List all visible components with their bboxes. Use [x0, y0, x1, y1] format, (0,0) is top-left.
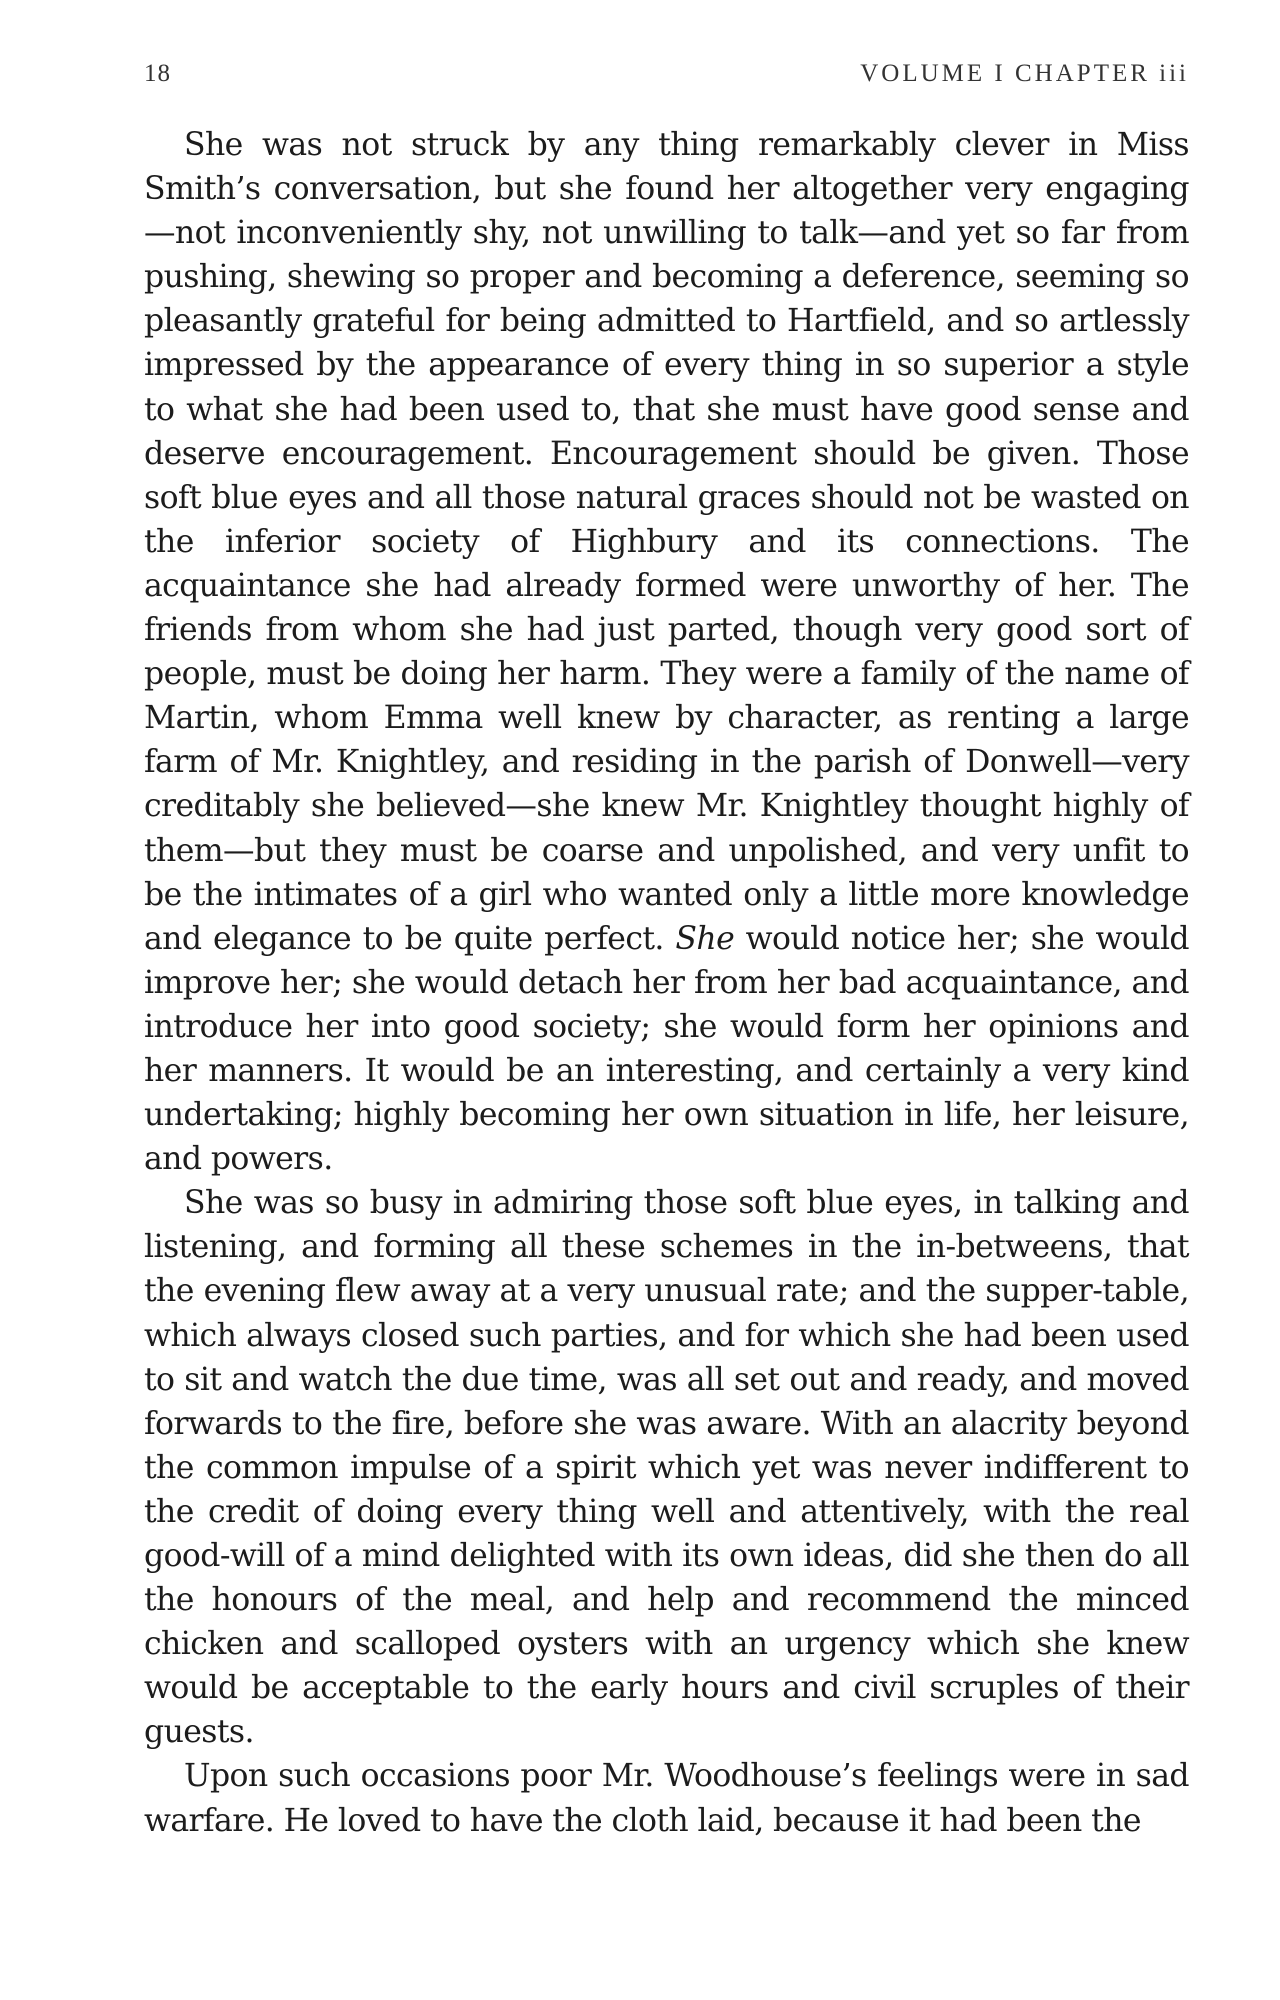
paragraph-3: Upon such occasions poor Mr. Woodhouse’s feelings were in sad warfare. He loved to have the cloth laid, because it had been the [144, 1758, 1189, 1839]
paragraph-1-text-a: She was not struck by any thing remarkably clever in Miss Smith’s conversation, but she found her altogether very engaging—not inconveniently shy, not unwilling to talk—and yet so far from pushing, shewing so proper and becoming a deference, seeming so pleasantly grateful for being admitted to Hartfield, and so artlessly impressed by the appearance of every thing in so superior a style to what she had been used to, that she must have good sense and deserve encouragement. Encouragement should be given. Those soft blue eyes and all those natural graces should not be wasted on the inferior society of Highbury and its connections. The acquaintance she had already formed were unworthy of her. The friends from whom she had just parted, though very good sort of people, must be doing her harm. They were a family of the name of Martin, whom Emma well knew by character, as renting a large farm of Mr. Knightley, and residing in the parish of Donwell—very creditably she believed—she knew Mr. Knightley thought highly of them—but they must be coarse and unpolished, and very unfit to be the intimates of a girl who wanted only a little more knowledge and elegance to be quite perfect. [144, 127, 1189, 957]
italic-emphasis: She [675, 920, 735, 957]
paragraph-1-text-b: would notice her; she would improve her; she would detach her from her bad acquaintance, and introduce her into good society; she would form her opinions and her manners. It would be an interesting, and certainly a very kind undertaking; highly becoming her own situation in life, her leisure, and powers. [144, 920, 1189, 1178]
paragraph-2: She was so busy in admiring those soft blue eyes, in talking and listening, and forming all these schemes in the in-betweens, that the evening flew away at a very unusual rate; and the supper-table, which always closed such parties, and for which she had been used to sit and watch the due time, was all set out and ready, and moved forwards to the fire, before she was aware. With an alacrity beyond the common impulse of a spirit which yet was never indifferent to the credit of doing every thing well and attentively, with the real good-will of a mind delighted with its own ideas, did she then do all the honours of the meal, and help and recommend the minced chicken and scalloped oysters with an urgency which she knew would be acceptable to the early hours and civil scruples of their guests. [144, 1185, 1189, 1751]
paragraph-1 [144, 123, 1189, 1181]
chapter-heading: VOLUME I CHAPTER iii [860, 60, 1189, 87]
running-head [144, 60, 1189, 100]
body-text [144, 123, 1189, 1843]
page-number: 18 [144, 60, 171, 87]
